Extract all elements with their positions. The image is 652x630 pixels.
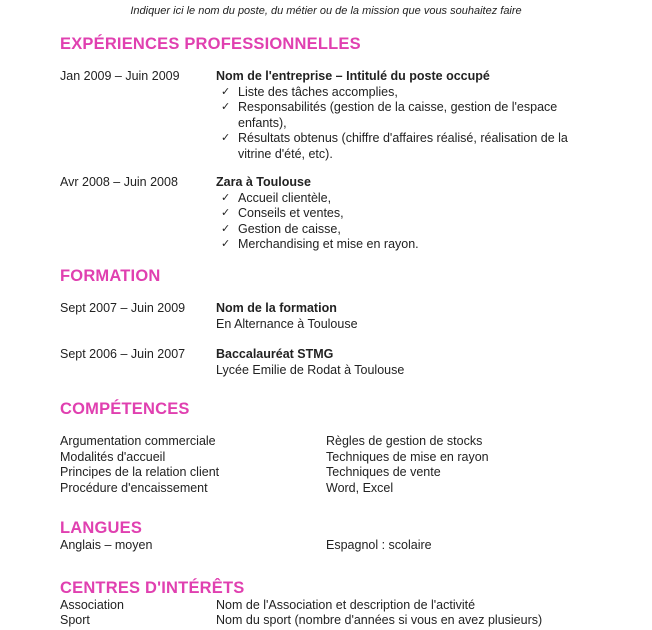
- formation-detail: [216, 347, 596, 378]
- formation-entry: [60, 347, 640, 379]
- bullet-item: [216, 191, 596, 207]
- bullet-text: Gestion de caisse,: [238, 221, 341, 236]
- experience-bullets: [216, 191, 596, 253]
- formation-date: Sept 2006 – Juin 2007: [60, 347, 186, 361]
- languages-row: [60, 538, 620, 554]
- check-icon: ✓: [221, 101, 231, 113]
- formation-place: Lycée Emilie de Rodat à Toulouse: [216, 362, 405, 377]
- bullet-text: Merchandising et mise en rayon.: [238, 237, 419, 251]
- bullet-text: Résultats obtenus (chiffre d'affaires réalisé, réalisation de la vitrine d'été, etc).: [238, 131, 568, 161]
- interest-row: [60, 598, 620, 614]
- formation-title: Baccalauréat STMG: [216, 347, 334, 361]
- bullet-item: [216, 131, 596, 162]
- experience-title: Zara à Toulouse: [216, 175, 311, 189]
- bullet-item: [216, 100, 596, 131]
- experience-date: Jan 2009 – Juin 2009: [60, 69, 180, 83]
- interest-value: Nom du sport (nombre d'années si vous en avez plusieurs): [216, 613, 543, 627]
- section-title-competences: COMPÉTENCES: [60, 400, 190, 418]
- section-title-experiences: EXPÉRIENCES PROFESSIONNELLES: [60, 35, 361, 53]
- job-subtitle: Indiquer ici le nom du poste, du métier ou de la mission que vous souhaitez faire: [130, 5, 522, 17]
- experience-detail: [216, 69, 596, 162]
- bullet-item: [216, 222, 596, 238]
- check-icon: ✓: [221, 222, 231, 235]
- experience-detail: [216, 175, 596, 253]
- skill-item: Word, Excel: [326, 480, 394, 495]
- formation-date: Sept 2007 – Juin 2009: [60, 301, 186, 315]
- skill-item: Techniques de vente: [326, 465, 441, 479]
- language-item: Anglais – moyen: [60, 538, 153, 552]
- section-title-interets: CENTRES D'INTÉRÊTS: [60, 579, 245, 597]
- experience-entry: [60, 175, 640, 255]
- skill-item: Principes de la relation client: [60, 465, 220, 479]
- check-icon: ✓: [221, 132, 231, 144]
- bullet-item: [216, 237, 596, 253]
- section-title-langues: LANGUES: [60, 519, 143, 537]
- bullet-text: Accueil clientèle,: [238, 190, 332, 205]
- bullet-text: Conseils et ventes,: [238, 206, 344, 220]
- experience-date: Avr 2008 – Juin 2008: [60, 175, 178, 189]
- bullet-text: Liste des tâches accomplies,: [238, 84, 398, 99]
- interest-row: [60, 613, 620, 629]
- section-title-formation: FORMATION: [60, 267, 161, 285]
- interest-label: Sport: [60, 613, 90, 627]
- skill-item: Règles de gestion de stocks: [326, 434, 483, 448]
- formation-title: Nom de la formation: [216, 301, 337, 315]
- skill-item: Argumentation commerciale: [60, 434, 216, 448]
- skills-list: [60, 434, 620, 498]
- check-icon: ✓: [221, 207, 231, 219]
- experience-entry: [60, 69, 640, 164]
- formation-place: En Alternance à Toulouse: [216, 316, 358, 331]
- formation-detail: [216, 301, 596, 332]
- experience-title: Nom de l'entreprise – Intitulé du poste occupé: [216, 69, 490, 83]
- skill-item: Techniques de mise en rayon: [326, 449, 489, 464]
- formation-entry: [60, 301, 640, 333]
- check-icon: ✓: [221, 238, 231, 250]
- bullet-item: [216, 85, 596, 101]
- experience-bullets: [216, 85, 596, 163]
- bullet-text: Responsabilités (gestion de la caisse, gestion de l'espace enfants),: [238, 100, 558, 130]
- skill-item: Modalités d'accueil: [60, 449, 166, 464]
- check-icon: ✓: [221, 191, 231, 204]
- skill-item: Procédure d'encaissement: [60, 480, 208, 495]
- interest-value: Nom de l'Association et description de l'activité: [216, 598, 476, 612]
- check-icon: ✓: [221, 85, 231, 98]
- interest-label: Association: [60, 598, 124, 612]
- language-item: Espagnol : scolaire: [326, 538, 432, 552]
- bullet-item: [216, 206, 596, 222]
